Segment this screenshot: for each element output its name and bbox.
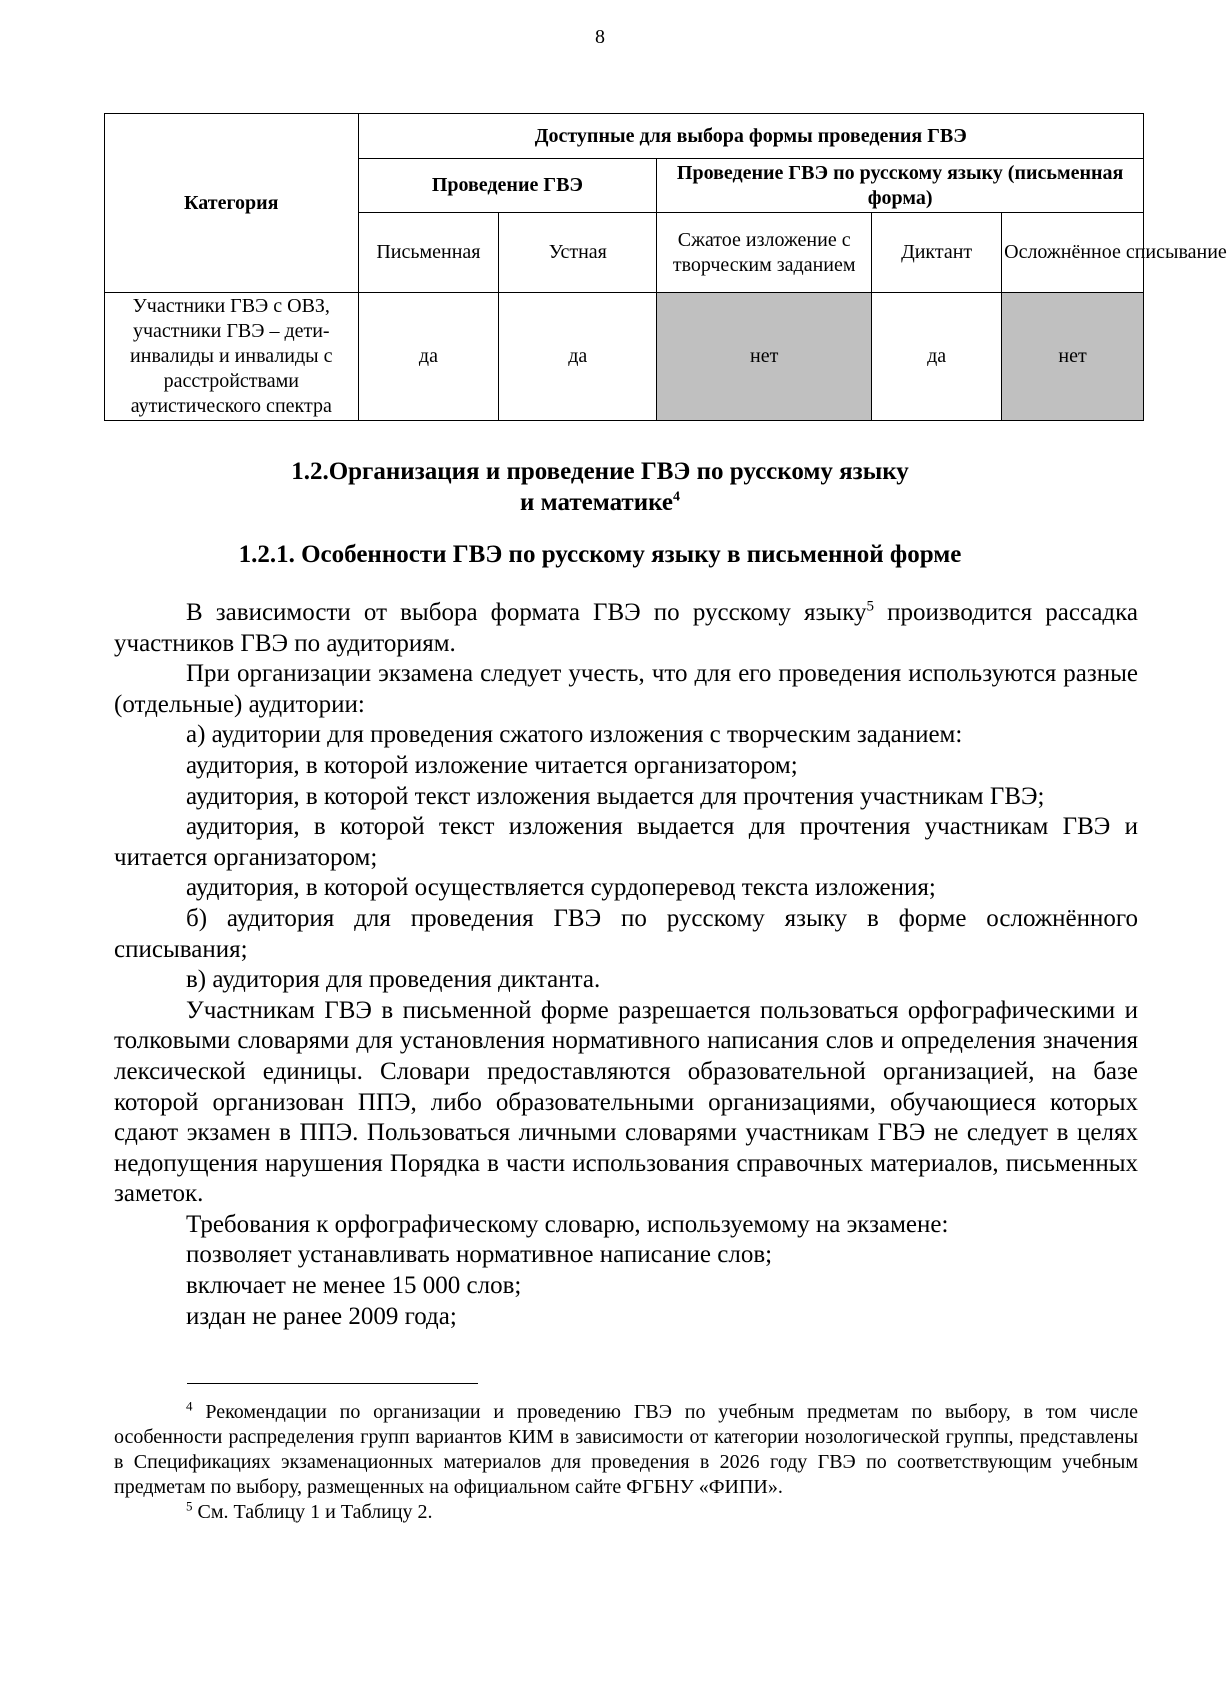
- subsection-heading: 1.2.1. Особенности ГВЭ по русскому языку в письменной форме: [238, 541, 962, 568]
- paragraph: аудитория, в которой текст изложения выдается для прочтения участникам ГВЭ и читается организатором;: [114, 813, 1138, 871]
- paragraph: позволяет устанавливать нормативное написание слов;: [186, 1241, 773, 1269]
- paragraph: В зависимости от выбора формата ГВЭ по русскому языку$^5$ производится рассадка участников ГВЭ по аудиториям.: [114, 598, 1139, 657]
- section-title: Организация и проведение ГВЭ по русскому языку: [328, 458, 909, 485]
- cell-dictation: да: [872, 293, 1002, 421]
- footnotes: [114, 1400, 1138, 1525]
- cell-copying: нет: [1002, 293, 1144, 421]
- paragraph: издан не ранее 2009 года;: [186, 1302, 457, 1330]
- section-number: 1.2.: [291, 458, 329, 485]
- header-conduct: Проведение ГВЭ: [358, 159, 657, 213]
- col-copying: Осложнённое списывание: [1002, 213, 1144, 293]
- header-available-forms: Доступные для выбора формы проведения ГВЭ: [358, 114, 1143, 159]
- footnote-separator: [187, 1383, 478, 1384]
- footnote-4: $^4$ Рекомендации по организации и проведению ГВЭ по учебным предметам по выбору, в том числе особенности распределения групп вариантов КИМ в зависимости от категории нозологической группы, представлены в Спецификациях экзаменационных материалов для проведения в 2026 году ГВЭ по соответствующим учебным предметам по выбору, размещенных на официальном сайте ФГБНУ «ФИПИ».: [114, 1398, 1138, 1498]
- paragraph: включает не менее 15 000 слов;: [186, 1272, 522, 1300]
- cell-oral: да: [499, 293, 657, 421]
- footnote-5: $^5$ См. Таблицу 1 и Таблицу 2.: [186, 1498, 433, 1523]
- paragraph: б) аудитория для проведения ГВЭ по русскому языку в форме осложнённого списывания;: [114, 904, 1138, 963]
- row-category: Участники ГВЭ с ОВЗ, участники ГВЭ – дети-инвалиды и инвалиды с расстройствами аутистического спектра: [105, 293, 359, 421]
- header-category: Категория: [105, 114, 359, 293]
- section-heading: [0, 456, 1200, 518]
- col-written: Письменная: [358, 213, 499, 293]
- cell-summary: нет: [657, 293, 872, 421]
- paragraph: аудитория, в которой текст изложения выдается для прочтения участникам ГВЭ;: [186, 782, 1045, 810]
- paragraph: Участникам ГВЭ в письменной форме разрешается пользоваться орфографическими и толковыми словарями для установления нормативного написания слов и определения значения лексической единицы. Словари предоставляются образовательной организацией, на базе которой организован ППЭ, либо образовательными организациями, обучающиеся которых сдают экзамен в ППЭ. Пользоваться личными словарями участникам ГВЭ не следует в целях недопущения нарушения Порядка в части использования справочных материалов, письменных заметок.: [114, 996, 1138, 1208]
- page-number: 8: [595, 26, 605, 48]
- section-title-line2: и математике: [519, 489, 673, 516]
- paragraph: в) аудитория для проведения диктанта.: [186, 966, 601, 994]
- category-forms-table: [104, 113, 1227, 421]
- footnote-ref-5[interactable]: 5: [866, 598, 874, 615]
- col-summary: Сжатое изложение с творческим заданием: [657, 213, 872, 293]
- header-russian-written: Проведение ГВЭ по русскому языку (письменная форма): [657, 159, 1144, 213]
- paragraph: аудитория, в которой изложение читается организатором;: [186, 751, 798, 779]
- paragraph: Требования к орфографическому словарю, используемому на экзамене:: [186, 1210, 949, 1238]
- paragraph: При организации экзамена следует учесть, что для его проведения используются разные (отдельные) аудитории:: [114, 660, 1138, 718]
- body-text: [114, 598, 1138, 1332]
- col-oral: Устная: [499, 213, 657, 293]
- paragraph: аудитория, в которой осуществляется сурдоперевод текста изложения;: [186, 874, 936, 902]
- cell-written: да: [358, 293, 499, 421]
- paragraph: а) аудитории для проведения сжатого изложения с творческим заданием:: [186, 721, 963, 749]
- col-dictation: Диктант: [872, 213, 1002, 293]
- footnote-ref-4[interactable]: 4: [673, 489, 680, 505]
